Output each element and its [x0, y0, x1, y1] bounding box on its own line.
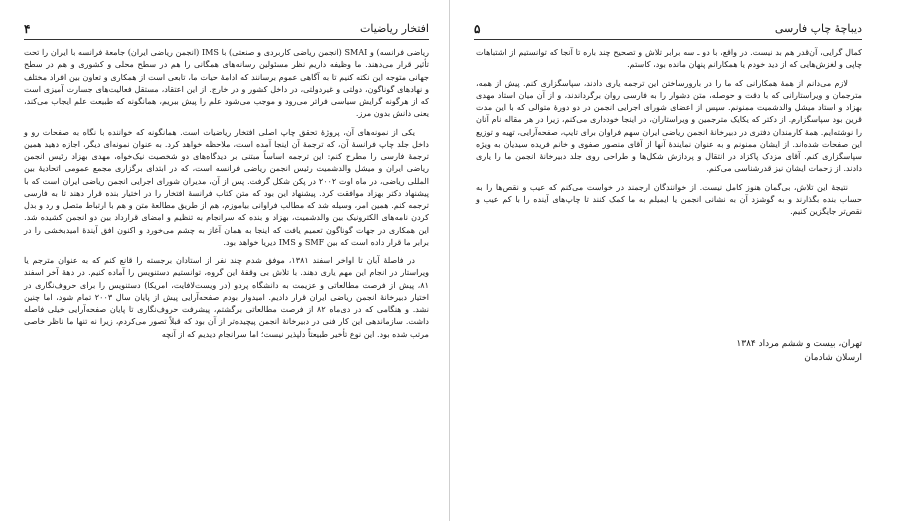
right-page-body: [476, 46, 862, 223]
left-page-header: [24, 20, 429, 38]
page-number: ۵: [474, 22, 481, 36]
signature-block: [562, 337, 862, 365]
paragraph: ریاضی فرانسه) و SMAI (انجمن ریاضی کاربردی و صنعتی) با IMS (انجمن ریاضی ایران) جامعهٔ فرانسه با ایران را تحت تأثیر قرار می‌دهند. ما وظیفه داریم نظر مسئولین رسانه‌های همگانی را هم در سطح محلی و کشوری و هم در سطح جهانی متوجه این نکته کنیم تا به آگاهی عموم برسانند که ادامهٔ حیات ما، تابعی است از همکاری و تعاون بین افراد مختلف و نهادهای گوناگون، دولتی و غیردولتی، در داخل کشور و در خارج. از این اعتقاد، مستقل فعالیت‌های جسارت آمیزی است که از هرگونه گرایش سیاسی فراتر می‌رود و موجب می‌شود علم را پیش ببریم، همانگونه که طبیعت علم ایجاب می‌کند، یعنی دانش بدون مرز.: [24, 47, 429, 119]
paragraph: کمال گرایی، آن‌قدر هم بد نیست. در واقع، با دو ـ سه برابر تلاش و تصحیح چند باره تا آنجا که توانستیم از اشتباهات چاپی و لغزش‌هایی که از دید خودم یا همکارانم پنهان مانده بود، کاستم.: [476, 47, 862, 70]
paragraph: لازم می‌دانم از همهٔ همکارانی که ما را در بارورساختن این ترجمه یاری دادند، سپاسگزاری کنم. پیش از همه، مترجمان و ویراستارانی که با دقت و حوصله، متن دشوار را به فارسی روان برگرداندند، و از آن میان استاد مهدی بهزاد و استاد میشل والدشمیت ممنونم. سپس از اعضای شورای اجرایی انجمن در دو دورهٔ متوالی که با این مدت قرین بود سپاسگزارم. از دکتر که یکایک مترجمین و ویراستاران، در اینجا خودداری می‌کنم، زیرا در هر مقاله نام آنان را نوشته‌ایم. همهٔ کارمندان دفتری در دبیرخانهٔ انجمن ریاضی ایران سهم فراوان برای تایپ، صفحه‌آرایی، تهیه و توزیع این صفحات شده‌اند. از ایشان ممنونم و به عنوان نمایندهٔ آنها از آقای منصور صفوی و خانم فریده سیدیان به ویژه سپاسگزاری کنم. آقای مزدک پاکزاد در انتقال و پردازش شکل‌ها و طراحی روی جلد دبیرخانهٔ انجمن ما را یاری دادند. از زحمات ایشان نیز قدرشناسی می‌کنم.: [476, 77, 862, 174]
paragraph: در فاصلهٔ آبان تا اواخر اسفند ۱۳۸۱، موفق شدم چند نفر از استادان برجسته را قانع کنم که به عنوان مترجم یا ویراستار در انجام این مهم یاری دهند. با تلاش بی وقفهٔ این گروه، توانستیم دستنویس را آماده کنیم. در دههٔ آخر اسفند ۸۱، پیش از فرصت مطالعاتی و عزیمت به دانشگاه پردو (در ویست‌لافایت، امریکا) دستنویس را برای حروف‌نگاری در اختیار دبیرخانهٔ انجمن ریاضی ایران قرار دادیم. امیدوار بودم صفحه‌آرایی پیش از پایان سال ۲۰۰۳ تمام شود، اما چنین نشد. و هنگامی که در دی‌ماه ۸۲ از فرصت مطالعاتی برگشتم، پیشرفت حروف‌نگاری تا پایان صفحه‌آرایی خیلی فاصله داشت. سازماندهی این کار فنی در دبیرخانهٔ انجمن پیچیده‌تر از آن بود که قبلاً تصور می‌کردم، زیرا نه تنها ما ناظر خاصی مرتب شده بود. این نوع تأخیر طبیعتاً دلپذیر نیست؛ اما سرانجام دیدیم که از آنچه: [24, 255, 430, 339]
date-line: تهران، بیست و ششم مرداد ۱۳۸۴: [736, 339, 862, 349]
running-title: دیباچهٔ چاپ فارسی: [774, 22, 862, 35]
header-rule: [24, 39, 429, 40]
right-page-header: [474, 20, 862, 38]
author-name: ارسلان شادمان: [804, 353, 862, 363]
right-page: [450, 0, 902, 521]
header-rule: [474, 39, 862, 40]
page-number: ۴: [24, 22, 31, 36]
running-title: افتخار ریاضیات: [360, 22, 429, 35]
left-page-body: [24, 46, 429, 346]
left-page: [0, 0, 450, 521]
paragraph: یکی از نمونه‌های آن، پروژهٔ تحقق چاپ اصلی افتخار ریاضیات است. همانگونه که خواننده با نگاه به صفحات رو و داخل جلد چاپ فرانسهٔ آن، که ترجمهٔ آن اینجا آمده است، ملاحظه خواهد کرد. به عنوان نمونه‌ای دیگر، اجازه دهید همین ترجمهٔ فارسی را مطرح کنم: این ترجمه اساساً مبتنی بر دیدگاه‌های دو شخصیت نیک‌خواه، مهدی بهزاد رئیس انجمن ریاضی ایران و میشل والدشمیت رئیس انجمن ریاضی فرانسه است، که در ابتدای برگزاری مجمع عمومی اتحادیهٔ بین المللی ریاضی، در ماه اوت ۲۰۰۲ در پکن شکل گرفت. پس از آن، مدیران شورای اجرایی انجمن ریاضی ایران است که با پیشنهاد دکتر بهزاد موافقت کرد. پیشنهاد این بود که متن کتاب فرانسهٔ افتخار را در اختیار بنده قرار دهند تا به فارسی ترجمه کنم. همین امر، وسیله شد که مطالب فراوانی بیاموزم، هم از طریق مطالعهٔ متن و هم با ارتباط متصل و رد و بدل کردن نامه‌های الکترونیک بین والدشمیت، بهزاد و بنده که سرانجام به تنظیم و امضای قرارداد بین دو انجمن کشیده شد. این همکاری در جهات گوناگون تعمیم یافت که اینجا به همان آغاز به چشم می‌خورد و اکنون افق آیندهٔ امیدبخشی را در برابر ما قرار داده است که بین SMF و IMS دیریا خواهد بود.: [24, 126, 429, 247]
paragraph: نتیجهٔ این تلاش، بی‌گمان هنوز کامل نیست. از خوانندگان ارجمند در خواست می‌کنم که عیب و نقص‌ها را به حساب بنده بگذارند و به گوشزد آن به نشانی انجمن یا ایمیلم به ما کمک کنند تا چاپ‌های آینده را با کم عیب و نقص‌تر جایگزین کنیم.: [476, 181, 862, 216]
